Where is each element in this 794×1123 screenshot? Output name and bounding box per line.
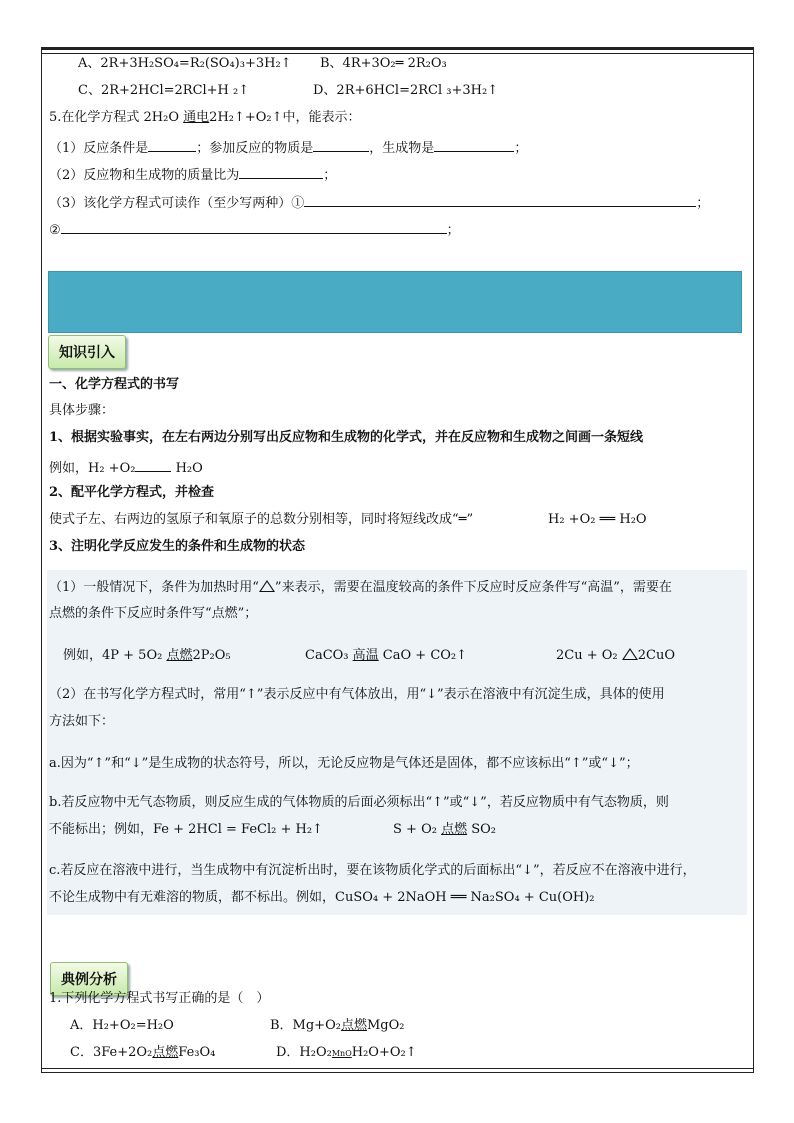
step-1-example bbox=[49, 457, 203, 478]
steps-label: 具体步骤： bbox=[49, 403, 115, 418]
q5-3-end: ； bbox=[696, 196, 710, 211]
option-c: C、2R+2HCl=2RCl+H ₂↑ bbox=[78, 83, 250, 98]
answer-blank[interactable] bbox=[148, 137, 196, 152]
q5-part-3 bbox=[49, 192, 709, 213]
heat-triangle-icon bbox=[622, 648, 638, 660]
note-b-line-2 bbox=[49, 821, 323, 839]
eq1-product: 2P₂O₅ bbox=[192, 648, 231, 663]
opt-c-left: C．3Fe+2O₂ bbox=[70, 1045, 153, 1060]
step-1: 1、根据实验事实，在左右两边分别写出反应物和生成物的化学式，并在反应物和生成物之间画一条短线 bbox=[49, 430, 644, 445]
q5-2-label: （2）反应物和生成物的质量比为 bbox=[49, 168, 240, 183]
step-2-text: 使式子左、右两边的氢原子和氧原子的总数分别相等，同时将短线改成“═” bbox=[49, 512, 474, 527]
note-b-line-1: b.若反应物中无气态物质，则反应生成的气体物质的后面必须标出“↑”或“↓”，若反应物质中有气态物质，则 bbox=[49, 795, 669, 810]
step-1-example-left: 例如，H₂ +O₂ bbox=[49, 461, 136, 476]
example-question-1: 1.下列化学方程式书写正确的是（ ） bbox=[49, 991, 270, 1006]
eq3-right: 2CuO bbox=[637, 648, 675, 663]
note-c-line-2: 不论生成物中有无难溶的物质，都不标出。例如，CuSO₄ + 2NaOH ══ Na₂SO₄ + Cu(OH)₂ bbox=[49, 890, 595, 905]
q5-1-label: （1）反应条件是 bbox=[49, 141, 149, 156]
example-option-c bbox=[70, 1044, 215, 1062]
answer-blank[interactable] bbox=[434, 137, 514, 152]
q5-1-end: ； bbox=[514, 141, 528, 156]
tab-knowledge-intro bbox=[48, 335, 126, 369]
short-line bbox=[135, 457, 171, 472]
tab-example-label: 典例分析 bbox=[61, 972, 117, 988]
opt-d-left: D．H₂O₂ bbox=[276, 1045, 332, 1060]
eq4-left: S + O₂ bbox=[393, 822, 442, 837]
heading-equation-writing: 一、化学方程式的书写 bbox=[49, 377, 180, 392]
option-d: D、2R+6HCl=2RCl ₃+3H₂↑ bbox=[313, 83, 499, 98]
answer-blank[interactable] bbox=[61, 219, 447, 234]
opt-b-right: MgO₂ bbox=[366, 1018, 405, 1033]
q5-condition: 通电 bbox=[183, 110, 210, 125]
opt-c-condition: 点燃 bbox=[152, 1045, 179, 1060]
q5-1-label-b: ；参加反应的物质是 bbox=[196, 141, 314, 156]
eq2-left: CaCO₃ bbox=[305, 648, 353, 663]
question-5 bbox=[49, 109, 361, 127]
example-eq-2 bbox=[305, 647, 467, 665]
note-2-line-2: 方法如下： bbox=[49, 714, 115, 729]
q5-part-1 bbox=[49, 137, 527, 158]
opt-d-right: H₂O+O₂↑ bbox=[351, 1045, 417, 1060]
note-b-eq-2 bbox=[393, 821, 496, 839]
opt-b-left: B．Mg+O₂ bbox=[270, 1018, 341, 1033]
tab-knowledge-label: 知识引入 bbox=[59, 345, 115, 361]
section-banner bbox=[48, 271, 742, 333]
q5-suffix: 2H₂↑+O₂↑中，能表示： bbox=[209, 110, 361, 125]
q5-part-2 bbox=[49, 164, 336, 185]
heat-triangle-icon bbox=[259, 580, 275, 592]
q5-part-4 bbox=[49, 219, 460, 240]
eq3-left: 2Cu + O₂ bbox=[556, 648, 622, 663]
q5-4-label: ② bbox=[49, 223, 61, 238]
note-1-line-2: 点燃的条件下反应时条件写“点燃”； bbox=[49, 606, 258, 621]
bottom-border-thin bbox=[41, 1068, 753, 1069]
example-eq-1 bbox=[63, 647, 231, 665]
note-1a: （1）一般情况下，条件为加热时用“ bbox=[49, 580, 259, 595]
q5-3-label: （3）该化学方程式可读作（至少写两种）① bbox=[49, 196, 305, 211]
note-b-eq-1: 不能标出；例如，Fe + 2HCl = FeCl₂ + H₂↑ bbox=[49, 822, 323, 837]
q5-4-end: ； bbox=[446, 223, 460, 238]
eq4-right: SO₂ bbox=[467, 822, 497, 837]
example-option-a: A．H₂+O₂=H₂O bbox=[70, 1018, 174, 1033]
answer-blank[interactable] bbox=[313, 137, 369, 152]
option-b: B、4R+3O₂═ 2R₂O₃ bbox=[320, 56, 447, 71]
step-2: 2、配平化学方程式，并检查 bbox=[49, 485, 215, 500]
opt-c-right: Fe₃O₄ bbox=[178, 1045, 216, 1060]
opt-b-condition: 点燃 bbox=[340, 1018, 367, 1033]
note-2-line-1: （2）在书写化学方程式时，常用“↑”表示反应中有气体放出，用“↓”表示在溶液中有沉淀生成，具体的使用 bbox=[49, 687, 665, 702]
eq1-condition: 点燃 bbox=[166, 648, 193, 663]
step-1-example-right: H₂O bbox=[171, 461, 203, 476]
step-2-equation: H₂ +O₂ ══ H₂O bbox=[548, 512, 647, 527]
q5-2-end: ； bbox=[323, 168, 337, 183]
option-a: A、2R+3H₂SO₄=R₂(SO₄)₃+3H₂↑ bbox=[78, 56, 292, 71]
q5-1-label-c: ，生成物是 bbox=[369, 141, 435, 156]
note-1-line-1 bbox=[49, 579, 672, 597]
q5-prefix: 5.在化学方程式 2H₂O bbox=[49, 110, 184, 125]
eq1-left: 例如，4P + 5O₂ bbox=[63, 648, 167, 663]
eq2-right: CaO + CO₂↑ bbox=[378, 648, 468, 663]
example-option-b bbox=[270, 1017, 404, 1035]
answer-blank[interactable] bbox=[304, 192, 696, 207]
step-3: 3、注明化学反应发生的条件和生成物的状态 bbox=[49, 539, 306, 554]
note-1b: ”来表示，需要在温度较高的条件下反应时反应条件写“高温”，需要在 bbox=[274, 580, 672, 595]
eq2-condition: 高温 bbox=[352, 648, 379, 663]
eq4-condition: 点燃 bbox=[441, 822, 468, 837]
answer-blank[interactable] bbox=[239, 164, 323, 179]
note-c-line-1: c.若反应在溶液中进行，当生成物中有沉淀析出时，要在该物质化学式的后面标出“↓”，若反应不在溶液中进行， bbox=[49, 863, 696, 878]
opt-d-condition: MnO bbox=[331, 1049, 352, 1058]
example-eq-3 bbox=[556, 647, 675, 665]
note-a: a.因为“↑”和“↓”是生成物的状态符号，所以，无论反应物是气体还是固体，都不应该标出“↑”或“↓”； bbox=[49, 756, 639, 771]
example-option-d bbox=[276, 1044, 417, 1063]
